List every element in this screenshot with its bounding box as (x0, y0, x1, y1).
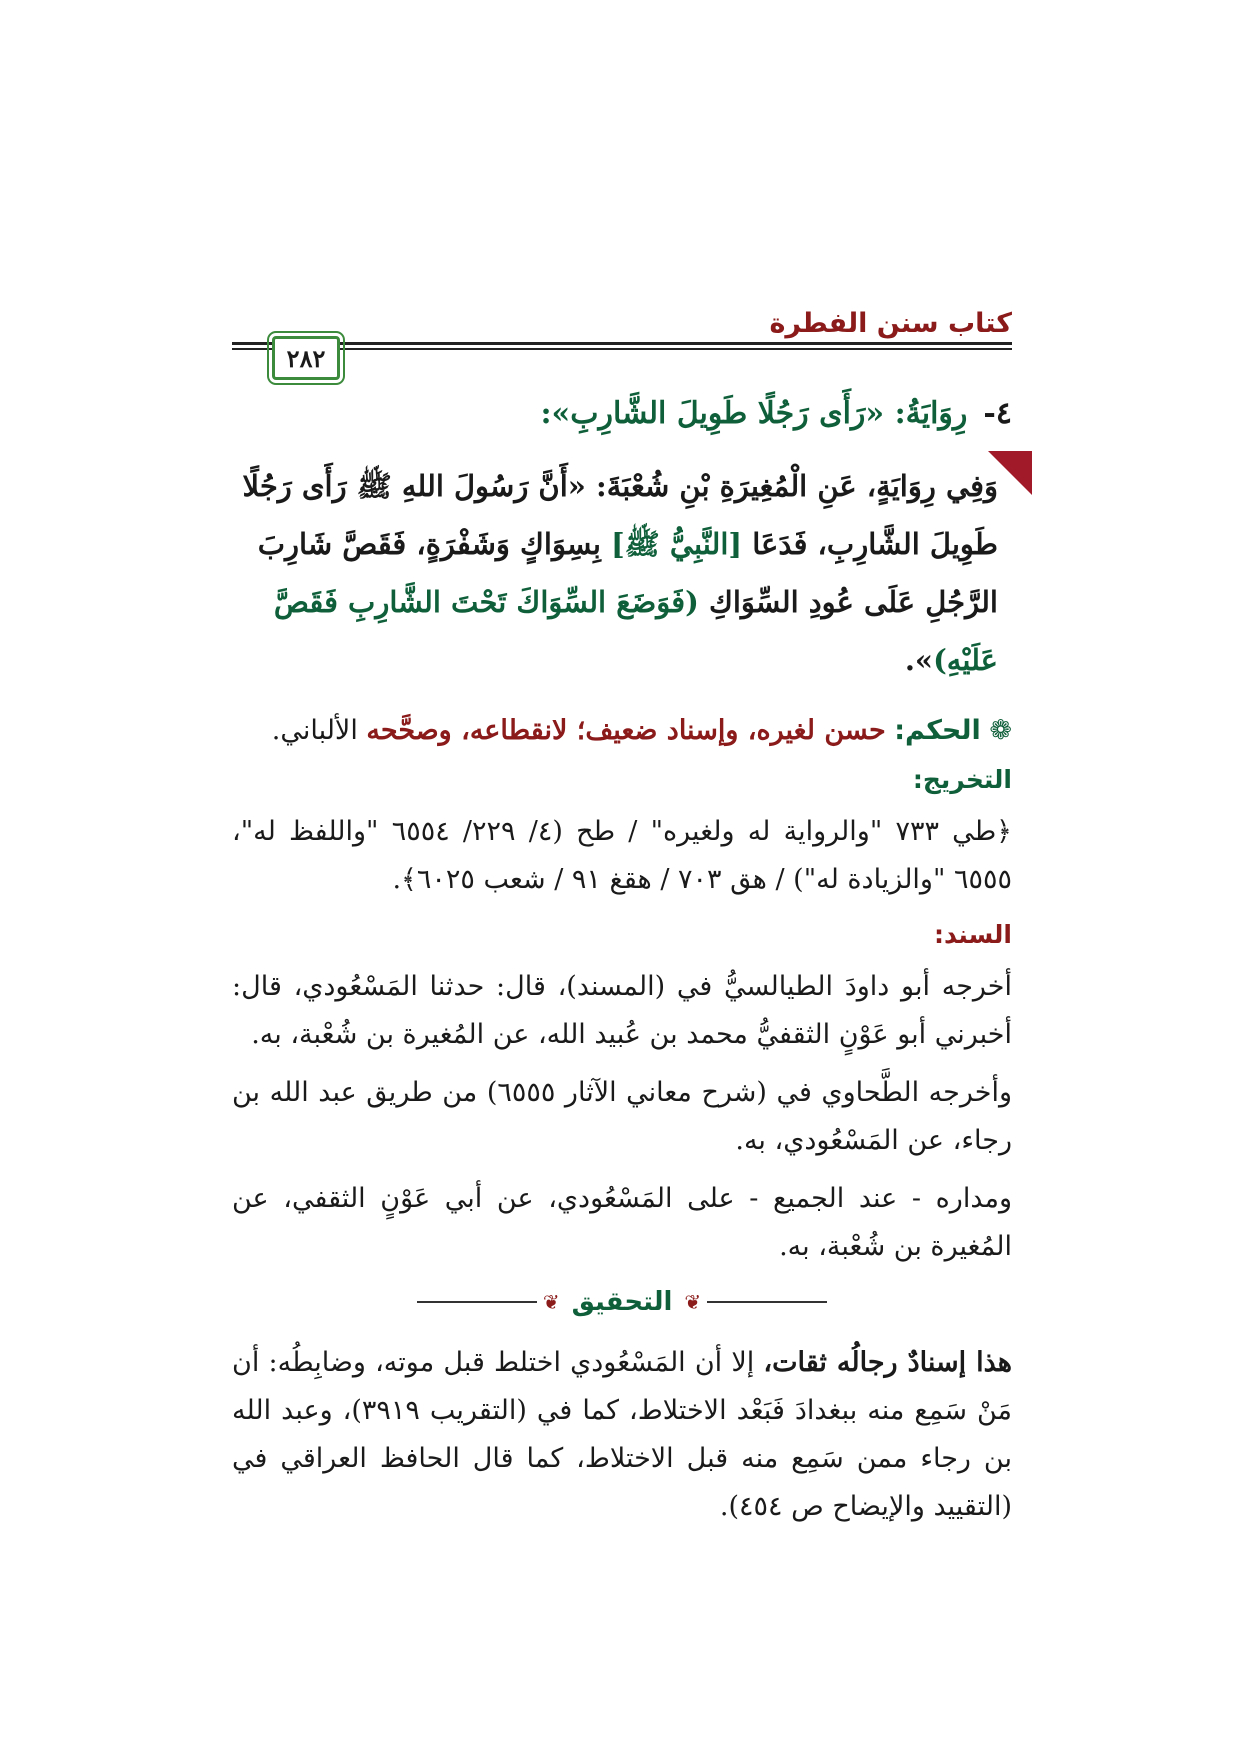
sanad-heading: السند: (933, 920, 1012, 949)
book-title: كتاب سنن الفطرة (769, 308, 1012, 339)
page-number: ٢٨٢ (286, 343, 326, 373)
header-rule-thin (232, 348, 1012, 350)
sanad-paragraph: أخرجه أبو داودَ الطيالسيُّ في (المسند)، قال: حدثنا المَسْعُودي، قال: أخبرني أبو عَوْنٍ الثقفيُّ محمد بن عُبيد الله، عن المُغيرة بن شُعْبة، به. (232, 971, 1012, 1050)
tahqiq-divider (232, 1287, 1012, 1317)
tahqiq-body: إلا أن المَسْعُودي اختلط قبل موته، وضابِطُه: أن مَنْ سَمِع منه ببغدادَ فَبَعْد الاختلاط، كما في (التقريب ٣٩١٩)، وعبد الله بن رجاء ممن سَمِع منه قبل الاختلاط، كما قال الحافظ العراقي في (التقييد والإيضاح ص ٤٥٤). (232, 1347, 1012, 1522)
tahqiq-heading: التحقيق (571, 1287, 673, 1317)
section-number: ٤- (983, 396, 1012, 431)
ornament-icon: ❦ (542, 1290, 560, 1314)
hadith-end: ». (904, 643, 934, 677)
ruling-value: حسن لغيره، وإسناد ضعيف؛ لانقطاعه، وصحَّحه (366, 715, 886, 746)
ruling (232, 707, 1012, 755)
hadith-lead: وَفِي رِوَايَةٍ، عَنِ الْمُغِيرَةِ بْنِ شُعْبَةَ: «أَنَّ رَسُولَ اللهِ ﷺ رَأَى رَجُلًا طَوِيلَ الشَّارِبِ، فَدَعَا (242, 469, 998, 561)
sanad-paragraph: وأخرجه الطَّحاوي في (شرح معاني الآثار ٦٥٥٥) من طريق عبد الله بن رجاء، عن المَسْعُودي، به. (232, 1077, 1012, 1156)
takhrij-text: ﴿طي ٧٣٣ "والرواية له ولغيره" / طح (٤/ ٢٢٩/ ٦٥٥٤ "واللفظ له"، ٦٥٥٥ "والزيادة له") / هق ٧٠٣ / هقغ ٩١ / شعب ٦٠٢٥﴾. (232, 816, 1012, 895)
hadith-mid: بِسِوَاكٍ وَشَفْرَةٍ، فَقَصَّ شَارِبَ الرَّجُلِ عَلَى عُودِ السِّوَاكِ (257, 527, 998, 619)
divider-line (707, 1301, 827, 1303)
page-header (232, 310, 1012, 390)
flower-ornament-icon: ❁ (989, 715, 1012, 746)
page-number-badge (272, 336, 340, 380)
hadith-addition: (فَوَضَعَ السِّوَاكَ تَحْتَ الشَّارِبِ فَقَصَّ عَلَيْهِ) (273, 585, 998, 677)
tahqiq-text (232, 1339, 1012, 1531)
corner-ornament-icon (988, 451, 1032, 495)
tahqiq-lead: هذا إسنادٌ رجالُه ثقات، (763, 1347, 1012, 1378)
ruling-rest: الألباني. (271, 715, 367, 746)
sanad-paragraph: ومداره - عند الجميع - على المَسْعُودي، عن أبي عَوْنٍ الثقفي، عن المُغيرة بن شُعْبة، به. (232, 1183, 1012, 1262)
page (232, 310, 1012, 1547)
hadith-text (232, 457, 1012, 689)
divider-line (417, 1301, 537, 1303)
section-title: رِوَايَةُ: «رَأَى رَجُلًا طَوِيلَ الشَّارِبِ»: (540, 396, 968, 431)
header-rule (232, 342, 1012, 345)
takhrij-heading: التخريج: (912, 765, 1012, 794)
hadith-nabi: [النَّبِيُّ ﷺ] (610, 527, 743, 561)
ruling-label: الحكم: (894, 715, 981, 746)
section-heading (232, 396, 1012, 431)
ornament-icon: ❦ (684, 1290, 702, 1314)
